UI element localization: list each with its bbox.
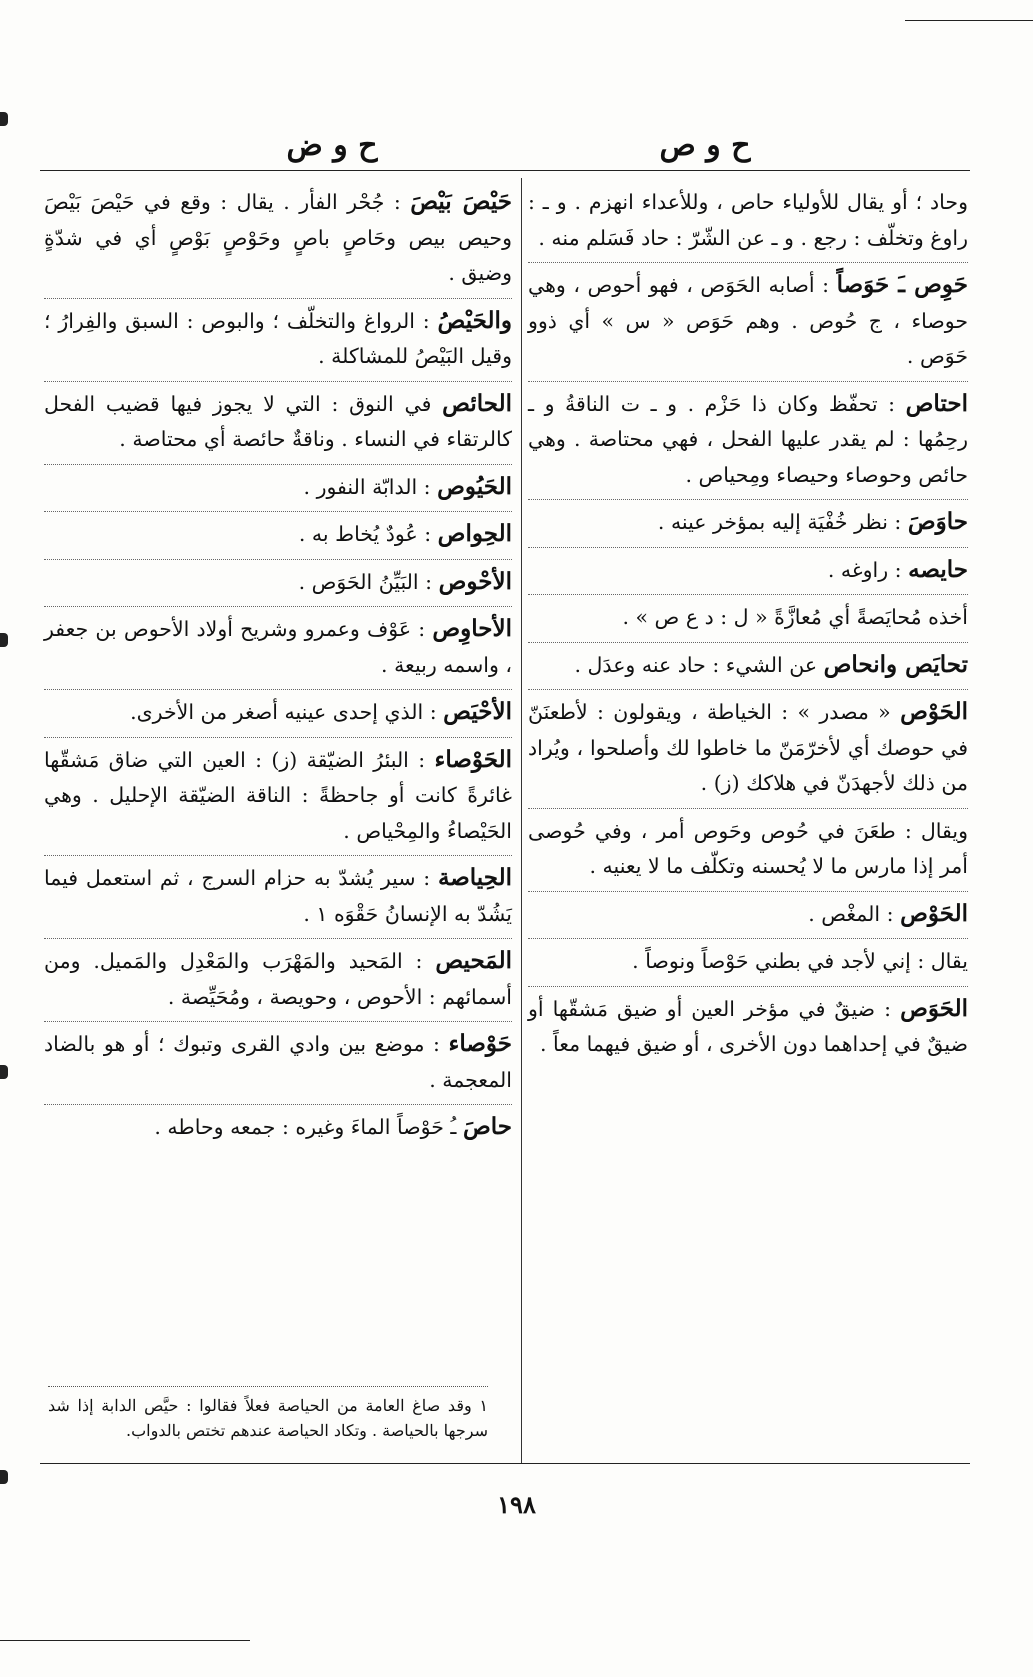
entry-headword: حايصه [908, 555, 968, 583]
right-column [528, 182, 968, 1071]
page-number: ١٩٨ [497, 1490, 536, 1519]
dictionary-entry [44, 941, 512, 1022]
dictionary-entry [44, 514, 512, 560]
entry-definition: : الرواغ والتخلّف ؛ والبوص : السبق والفِرارُ ؛ وقيل البَيْصُ للمشاكلة . [44, 308, 512, 368]
entry-headword: الحائص [442, 389, 512, 417]
dictionary-entry [528, 894, 968, 940]
dictionary-entry [44, 609, 512, 690]
dictionary-entry [44, 1107, 512, 1152]
left-column-title: ح و ض [286, 128, 378, 163]
entry-headword: الحِواص [437, 520, 512, 547]
dictionary-entry [44, 384, 512, 465]
entry-definition: : سير يُشدّ به حزام السرج ، ثم استعمل فيما يَشُدّ به الإنسانُ حَقْوَه ١ . [44, 866, 512, 926]
entry-definition: : نظر خُفْيَة إليه بمؤخر عينه . [657, 510, 902, 534]
entry-definition: ويقال : طعَنَ في حُوص وحَوص أمر ، وفي حُوصى أمر إذا مارس ما لا يُحسنه وتكلّف ما لا يعنيه . [528, 818, 968, 878]
entry-definition: : المَحيد والمَهْرَب والمَعْدِل والمَميل. ومن أسمائهم : الأحوص ، وحويصة ، ومُحَيِّصة . [44, 949, 512, 1009]
dictionary-entry [528, 989, 968, 1069]
header-rule [40, 170, 970, 171]
entry-definition: : الذي إحدى عينيه أصغر من الأخرى. [130, 700, 437, 724]
entry-headword: حَوْصاء [448, 1030, 512, 1057]
entry-headword: حَيْصَ بَيْصَ [410, 188, 512, 215]
entry-headword: الأحاوِص [432, 615, 512, 642]
bottom-rule [40, 1463, 970, 1464]
entry-definition: وحاد ؛ أو يقال للأولياء حاص ، وللأعداء انهزم . و ـ : راوغ وتخلّف : رجع . و ـ عن الشّرّ : حاد فَسَلم منه . [528, 190, 968, 250]
entry-definition: : موضع بين وادي القرى وتبوك ؛ أو هو بالضاد المعجمة . [44, 1032, 512, 1092]
dictionary-entry [528, 502, 968, 548]
footnote: ١ وقد صاغ العامة من الحياصة فعلاً فقالوا : حيَّص الدابة إذا شد سرجها بالحياصة . وتكاد الحياصة عندهم تختص بالدواب. [48, 1386, 488, 1443]
entry-definition: عن الشيء : حاد عنه وعدَل . [574, 652, 818, 677]
margin-mark [0, 633, 8, 647]
entry-headword: الأحْيَص [443, 698, 512, 725]
entry-definition: في النوق : التي لا يجوز فيها قضيب الفحل كالرتقاء في النساء . وناقةٌ حائصة أي محتاصة . [44, 391, 512, 451]
entry-headword: حَوِص ـَ حَوَصاً [836, 271, 968, 298]
dictionary-entry [44, 301, 512, 382]
entry-definition: : البئرُ الضيّقة (ز) : العين التي ضاق مَشقّها غائرةً كانت أو جاحظةً : الناقة الضيّقة الإحليل . وهي الحَيْصاءُ والمِحْياص . [44, 747, 512, 843]
dictionary-entry [44, 740, 512, 857]
entry-headword: الأحْوص [438, 567, 512, 595]
entry-headword: حاوَصَ [907, 508, 968, 535]
entry-definition: : البَيِّنُ الحَوَص . [298, 569, 433, 594]
entry-headword: احتاص [905, 389, 968, 417]
dictionary-entry [44, 562, 512, 608]
entry-headword: والحَيْصُ [437, 306, 512, 334]
entry-headword: الحِياصة [437, 864, 512, 891]
entry-definition: أخذه مُحايَصةً أي مُعازَّةً « ل : د ع ص » . [622, 605, 968, 629]
entry-definition: : المغْص . [808, 901, 894, 926]
entry-headword: الحَيُوص [437, 472, 512, 500]
right-column-title: ح و ص [659, 128, 751, 163]
dictionary-entry [528, 645, 968, 691]
entry-definition: : تحفّظ وكان ذا حَزْم . و ـ ت الناقةُ و ـ رحِمُها : لم يقدر عليها الفحل ، فهي محتاصة . وهي حائص وحوصاء وحيصاء ومِحياص . [528, 391, 968, 487]
entry-definition: « مصدر » : الخياطة ، ويقولون : لأطعنَنّ في حوصك أي لأخرّمَنّ ما خاطوا لك وأصلحوا ، ويُراد من ذلك لأجهدَنّ في هلاكك (ز) . [528, 700, 968, 795]
entry-headword: حاصَ [462, 1113, 512, 1140]
left-column [44, 182, 512, 1154]
dictionary-entry [44, 1024, 512, 1105]
dictionary-entry [528, 550, 968, 596]
dictionary-entry [44, 182, 512, 299]
entry-headword: الحَوْص [900, 899, 968, 927]
entry-definition: : عُودٌ يُخاط به . [298, 522, 432, 546]
entry-headword: الحَوَص [900, 994, 968, 1022]
entry-definition: : أصابه الحَوَص ، فهو أحوص ، وهي حوصاء ، ج حُوص . وهم حَوَص « س » أي ذوو حَوَص . [528, 273, 968, 368]
dictionary-entry [528, 265, 968, 382]
bottom-edge-rule [0, 1640, 250, 1641]
entry-definition: : ضيقٌ في مؤخر العين أو ضيق مَشقّها أو ضيقٌ في إحداهما دون الأخرى ، أو ضيق فيهما معاً . [528, 996, 968, 1056]
entry-definition: : عَوْف وعمرو وشريح أولاد الأحوص بن جعفر ، واسمه ربيعة . [44, 617, 512, 677]
entry-definition: : جُحْر الفأر . يقال : وقع في حَيْصَ بَيْصَ وحيص بيص وحَاصٍ باصٍ وحَوْصٍ بَوْصٍ أي في شدّةٍ وضيق . [44, 190, 512, 285]
dictionary-entry [528, 692, 968, 809]
entry-definition: : راوغه . [827, 557, 902, 582]
entry-headword: الحَوْص [900, 698, 968, 725]
entry-definition: : الدابّة النفور . [303, 474, 431, 499]
entry-headword: الحَوْصاء [434, 745, 512, 773]
dictionary-entry [528, 597, 968, 643]
dictionary-entry [528, 384, 968, 501]
dictionary-entry [528, 811, 968, 892]
dictionary-entry [528, 941, 968, 987]
entry-headword: المَحيص [435, 947, 512, 974]
entry-definition: يقال : إني لأجد في بطني حَوْصاً ونوصاً . [632, 949, 968, 973]
dictionary-entry [44, 692, 512, 738]
top-rule [905, 20, 1033, 21]
margin-mark [0, 1470, 8, 1484]
margin-mark [0, 112, 8, 126]
dictionary-entry [528, 182, 968, 263]
dictionary-entry [44, 467, 512, 513]
column-divider [521, 178, 522, 1463]
dictionary-entry [44, 858, 512, 939]
margin-mark [0, 1065, 8, 1079]
entry-headword: تحايَص وانحاص [823, 650, 968, 678]
entry-definition: ـُ حَوْصاً الماءَ وغيره : جمعه وحاطه . [154, 1115, 457, 1139]
